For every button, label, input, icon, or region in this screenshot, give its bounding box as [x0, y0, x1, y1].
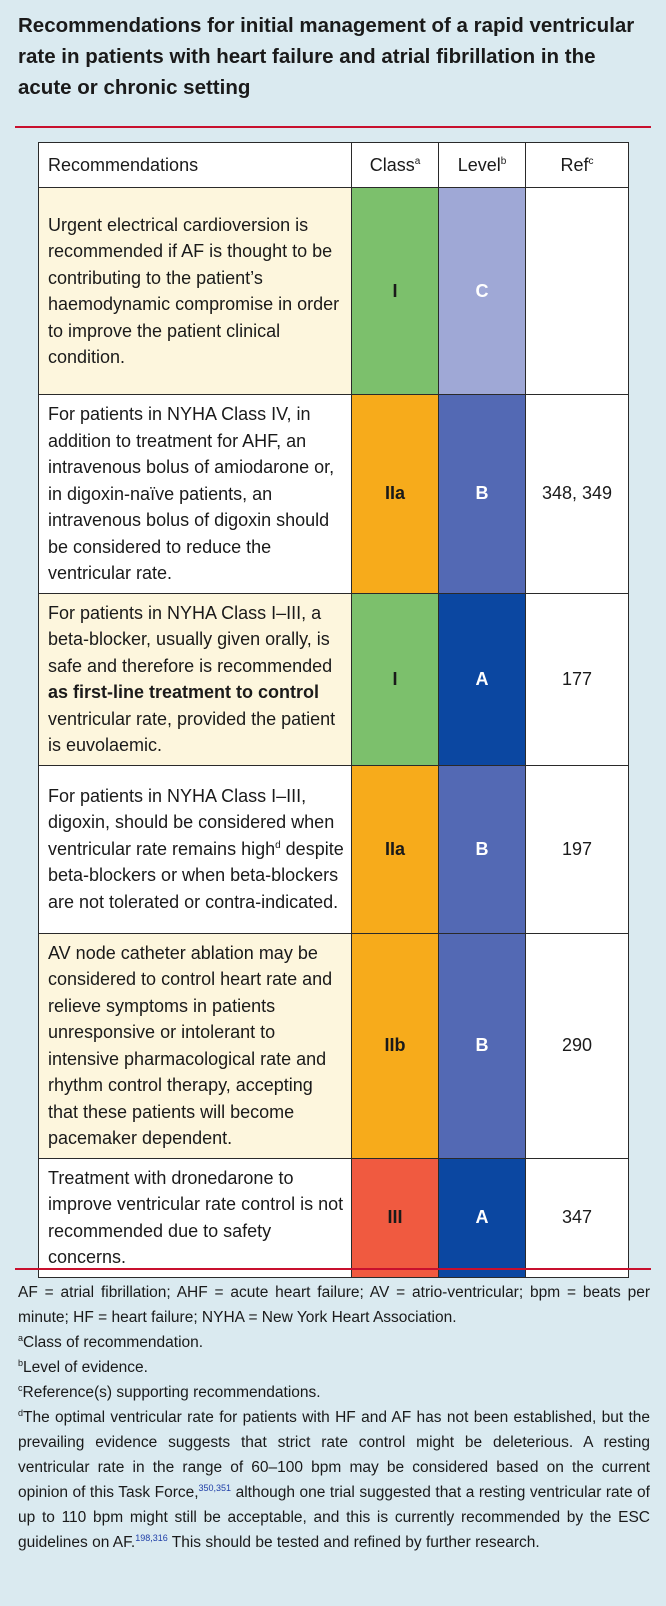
ref-cell: 348, 349	[526, 395, 629, 594]
recommendation-text-emphasis: as first-line treatment to control	[48, 682, 320, 702]
level-cell: B	[439, 933, 526, 1158]
footnote-d-mark: d	[18, 1407, 24, 1418]
class-cell: IIb	[352, 933, 439, 1158]
table-row	[39, 765, 629, 933]
footnote-d-text: The optimal ventricular rate for patients with HF and AF has not been established, but the prevailing evidence suggests that strict rate control might be deleterious. A resting ventricular rate in the range of 60–100 bpm may be considered based on the current opinion of this Task Force,	[18, 1409, 650, 1501]
header-level	[439, 143, 526, 188]
header-ref-footnote-mark: c	[588, 155, 594, 167]
level-cell: B	[439, 765, 526, 933]
header-ref	[526, 143, 629, 188]
ref-cell: 347	[526, 1158, 629, 1277]
recommendation-text-part: ventricular rate, provided the patient is euvolaemic.	[48, 708, 336, 755]
footnote-d-text: This should be tested and refined by further research.	[167, 1534, 540, 1551]
level-cell: A	[439, 593, 526, 765]
footnotes	[18, 1280, 650, 1555]
table-row	[39, 1158, 629, 1277]
recommendation-footnote-mark: d	[275, 839, 281, 851]
footnote-abbreviations: AF = atrial fibrillation; AHF = acute heart failure; AV = atrio-ventricular; bpm = beats per minute; HF = heart failure; NYHA = New York Heart Association.	[18, 1284, 650, 1326]
class-cell: III	[352, 1158, 439, 1277]
top-divider	[15, 126, 651, 128]
recommendation-text: For patients in NYHA Class IV, in addition to treatment for AHF, an intravenous bolus of amiodarone or, in digoxin-naïve patients, an intravenous bolus of digoxin should be considered to reduce the ventricular rate.	[39, 395, 352, 594]
footnote-b-mark: b	[18, 1357, 24, 1368]
footnote-d	[18, 1405, 650, 1555]
ref-cell: 177	[526, 593, 629, 765]
table-row	[39, 188, 629, 395]
recommendation-text	[39, 765, 352, 933]
recommendation-text: Treatment with dronedarone to improve ventricular rate control is not recommended due to safety concerns.	[39, 1158, 352, 1277]
header-class-footnote-mark: a	[414, 155, 421, 167]
level-cell: C	[439, 188, 526, 395]
recommendation-text: Urgent electrical cardioversion is recommended if AF is thought to be contributing to the patient’s haemodynamic compromise in order to improve the patient clinical condition.	[39, 188, 352, 395]
recommendation-text: AV node catheter ablation may be considered to control heart rate and relieve symptoms in patients unresponsive or intolerant to intensive pharmacological rate and rhythm control therapy, accepting that these patients will become pacemaker dependent.	[39, 933, 352, 1158]
footnote-d-text: although one trial suggested that a resting ventricular rate of up to 110 bpm might still be acceptable, and this is currently recommended by the ESC guidelines on AF.	[18, 1484, 650, 1551]
footnote-d-citation[interactable]: 198,316	[135, 1532, 168, 1543]
footnote-a-mark: a	[18, 1332, 24, 1343]
table-header-row	[39, 143, 629, 188]
ref-cell: 197	[526, 765, 629, 933]
level-cell: A	[439, 1158, 526, 1277]
recommendation-text-part: For patients in NYHA Class I–III, digoxin, should be considered when ventricular rate remains high	[48, 785, 335, 859]
header-ref-label: Ref	[560, 154, 589, 175]
footnote-c	[18, 1380, 650, 1405]
header-level-label: Level	[457, 154, 501, 175]
header-class	[352, 143, 439, 188]
header-recommendations	[39, 143, 352, 188]
header-recommendations-label: Recommendations	[48, 154, 199, 175]
footnote-d-citation[interactable]: 350,351	[198, 1482, 232, 1493]
recommendation-text	[39, 593, 352, 765]
header-level-footnote-mark: b	[500, 155, 507, 167]
class-cell: I	[352, 188, 439, 395]
class-cell: I	[352, 593, 439, 765]
bottom-divider	[15, 1268, 651, 1270]
footnote-a	[18, 1330, 650, 1355]
footnote-c-text: Reference(s) supporting recommendations.	[22, 1384, 321, 1401]
footnote-c-mark: c	[18, 1382, 23, 1393]
footnote-b	[18, 1355, 650, 1380]
table-row	[39, 933, 629, 1158]
level-cell: B	[439, 395, 526, 594]
ref-cell	[526, 188, 629, 395]
footnote-b-text: Level of evidence.	[23, 1359, 148, 1376]
header-class-label: Class	[369, 154, 415, 175]
footnote-a-text: Class of recommendation.	[23, 1334, 204, 1351]
recommendations-table	[38, 142, 629, 1278]
class-cell: IIa	[352, 395, 439, 594]
recommendation-text-part: despite beta-blockers or when beta-blockers are not tolerated or contra-indicated.	[48, 838, 344, 912]
page-title: Recommendations for initial management of a rapid ventricular rate in patients with heart failure and atrial fibrillation in the acute or chronic setting	[18, 14, 635, 99]
table-row	[39, 395, 629, 594]
recommendation-text-part: For patients in NYHA Class I–III, a beta-blocker, usually given orally, is safe and therefore is recommended	[48, 602, 333, 676]
ref-cell: 290	[526, 933, 629, 1158]
class-cell: IIa	[352, 765, 439, 933]
table-row	[39, 593, 629, 765]
